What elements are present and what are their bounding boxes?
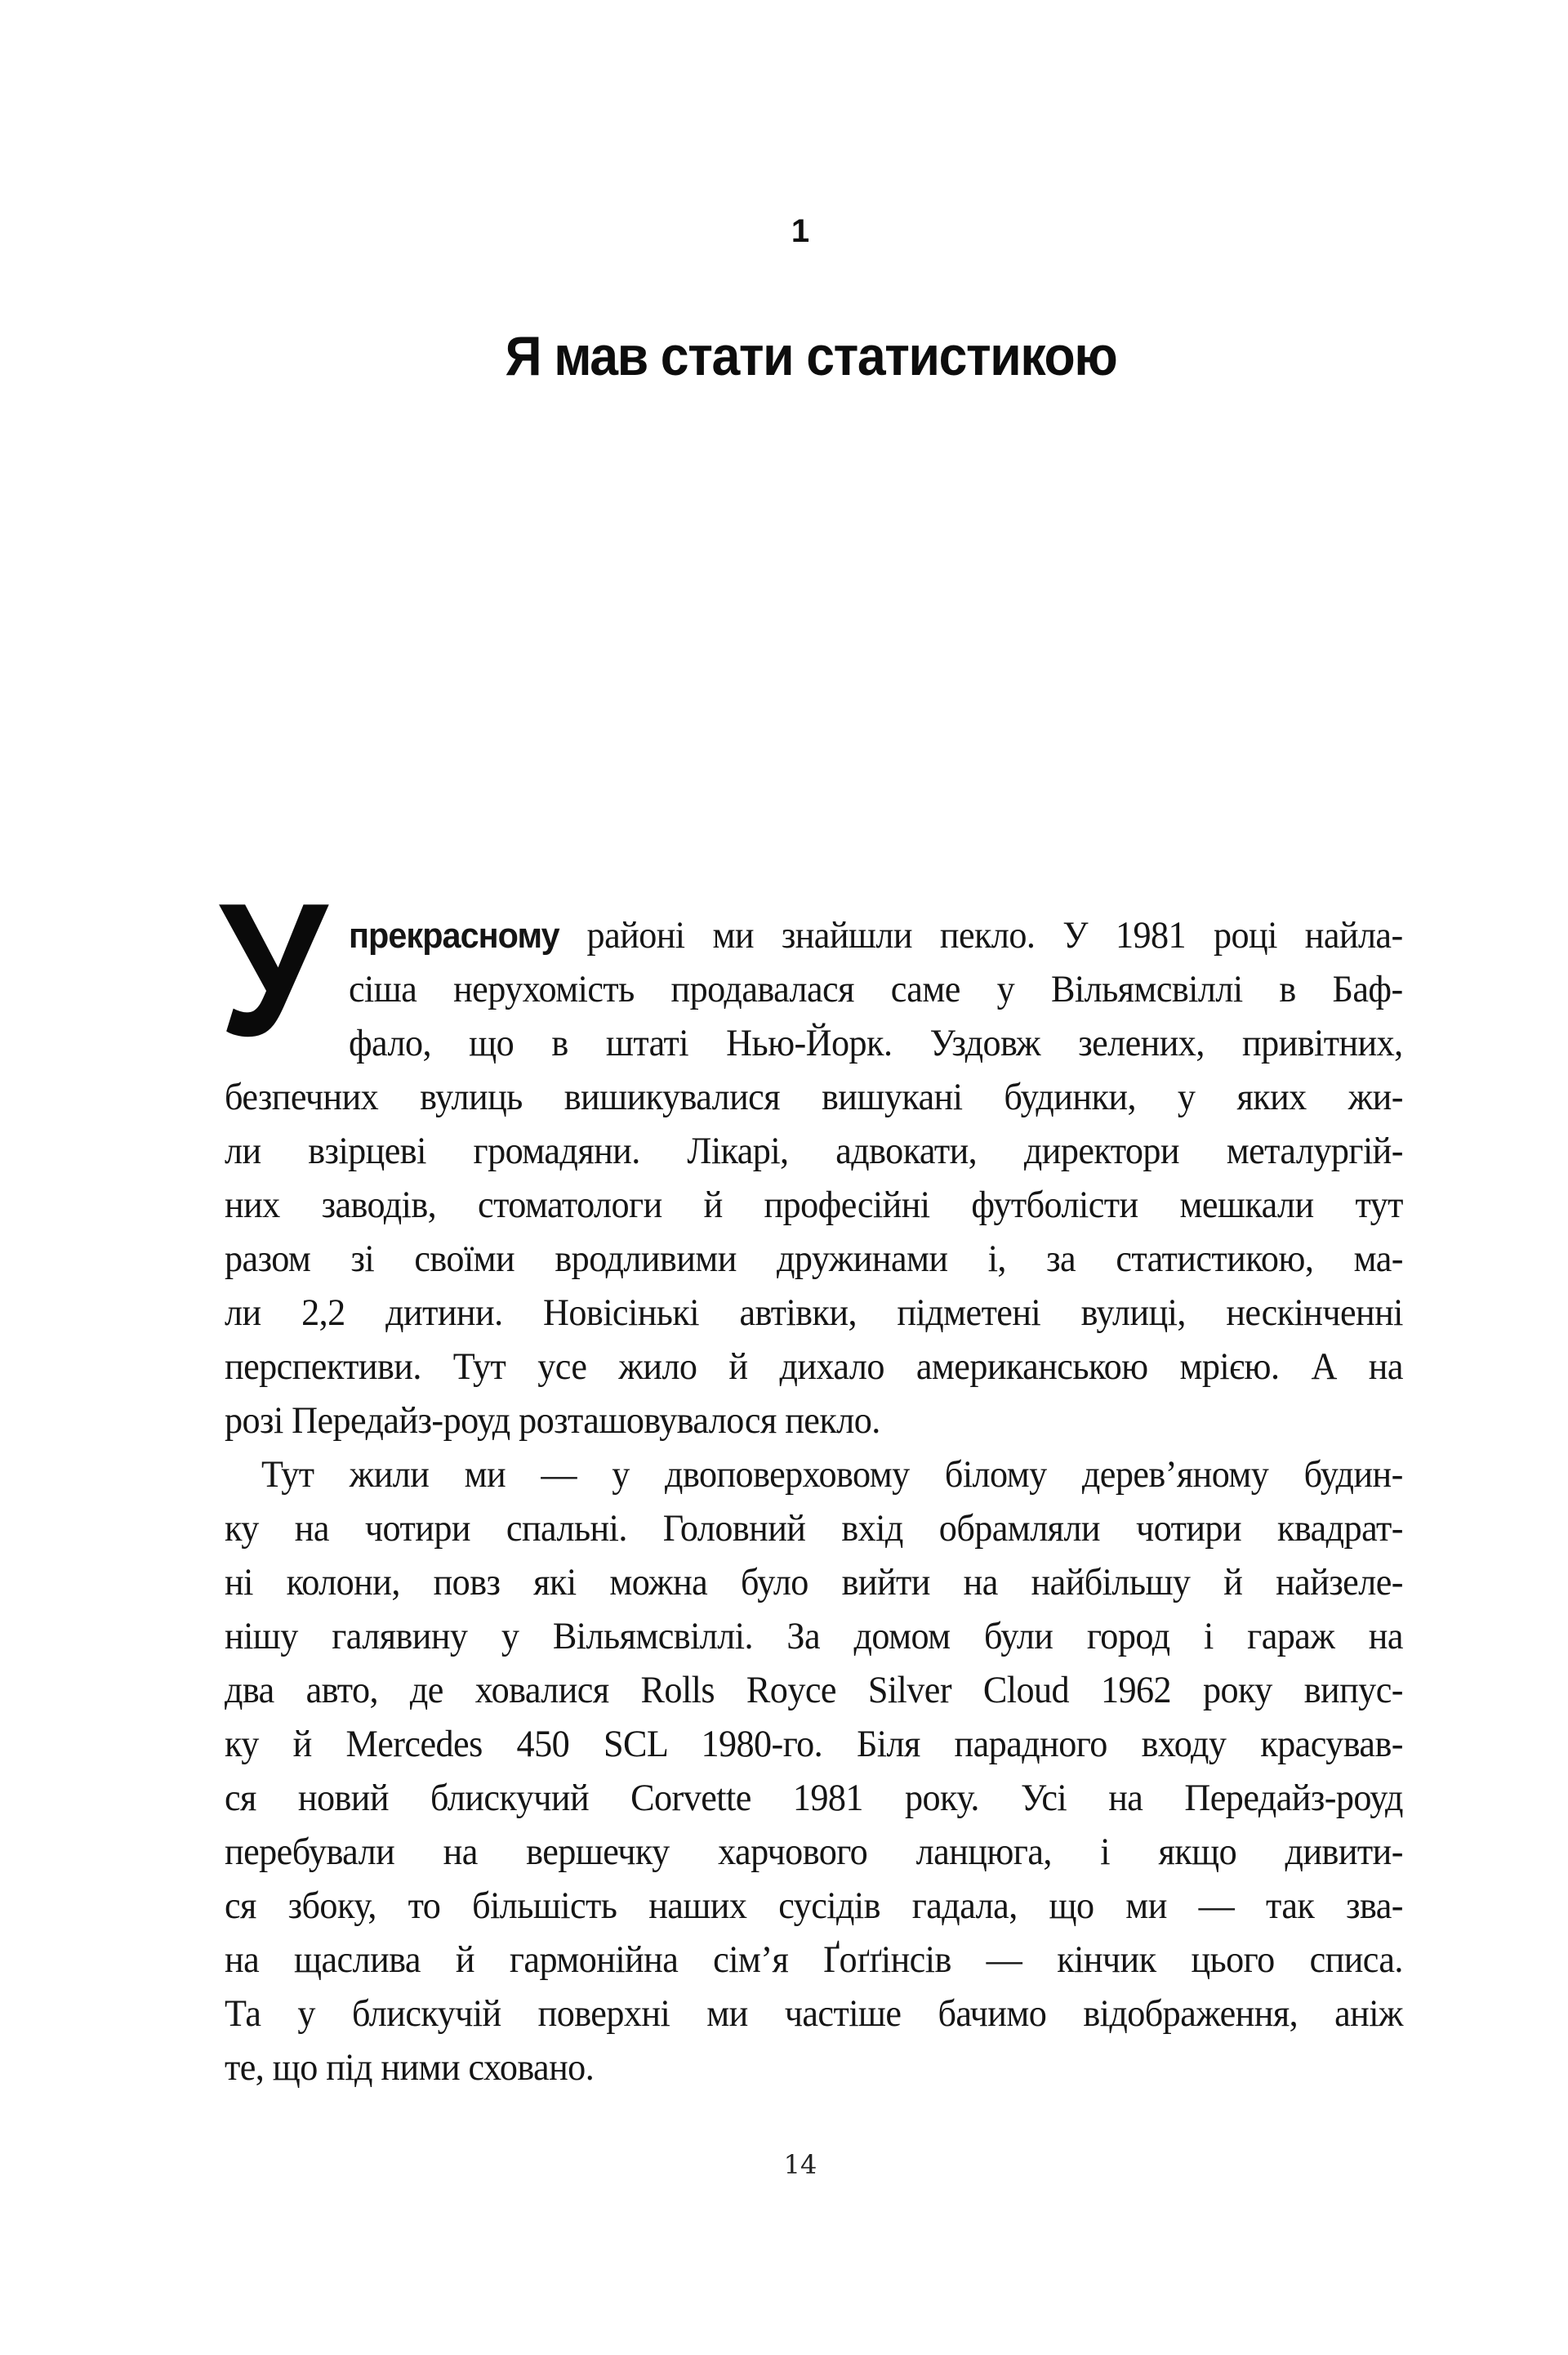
- text-line: ся збоку, то більшість наших сусідів гадала, що ми — так зва-: [225, 1884, 1403, 1927]
- text-line: ку на чотири спальні. Головний вхід обрамляли чотири квадрат-: [225, 1507, 1403, 1550]
- text-line: ли 2,2 дитини. Новісінькі автівки, підметені вулиці, нескінченні: [225, 1291, 1403, 1334]
- text-line: безпечних вулиць вишикувалися вишукані будинки, у яких жи-: [225, 1076, 1403, 1118]
- text-line: ні колони, повз які можна було вийти на найбільшу й найзеле-: [225, 1561, 1403, 1603]
- text-line: два авто, де ховалися Rolls Royce Silver Cloud 1962 року випус-: [225, 1669, 1403, 1711]
- text-line: ся новий блискучий Corvette 1981 року. Усі на Передайз-роуд: [225, 1777, 1403, 1819]
- text-line: сіша нерухомість продавалася саме у Вільямсвіллі в Баф-: [349, 968, 1403, 1010]
- drop-cap: У: [219, 864, 327, 1076]
- text-line: на щаслива й гармонійна сім’я Ґоґґінсів — кінчик цього списа.: [225, 1938, 1403, 1981]
- page-number: 14: [783, 2149, 817, 2180]
- text-line: розі Передайз-роуд розташовувалося пекло.: [225, 1399, 880, 1442]
- text-line: разом зі своїми вродливими дружинами і, за статистикою, ма-: [225, 1238, 1403, 1280]
- text-line: фало, що в штаті Нью-Йорк. Уздовж зелених, привітних,: [349, 1022, 1403, 1064]
- lead-bold-word: прекрасному: [349, 916, 559, 956]
- text-line: ли взірцеві громадяни. Лікарі, адвокати, директори металургій-: [225, 1130, 1403, 1172]
- text-line: них заводів, стоматологи й професійні футболісти мешкали тут: [225, 1184, 1403, 1226]
- text-line: перебували на вершечку харчового ланцюга, і якщо дивити-: [225, 1831, 1403, 1873]
- text-line: перспективи. Тут усе жило й дихало американською мрією. А на: [225, 1345, 1403, 1388]
- chapter-title: Я мав стати статистикою: [505, 325, 1117, 387]
- text-line: ку й Mercedes 450 SCL 1980-го. Біля парадного входу красував-: [225, 1723, 1403, 1765]
- chapter-number: 1: [791, 213, 810, 249]
- text-line: нішу галявину у Вільямсвіллі. За домом були город і гараж на: [225, 1615, 1403, 1657]
- text-line: Та у блискучій поверхні ми частіше бачимо відображення, аніж: [225, 1992, 1403, 2035]
- text-line: те, що під ними сховано.: [225, 2046, 595, 2089]
- text-line: прекрасному районі ми знайшли пекло. У 1981 році найла-: [349, 914, 1403, 957]
- text-line: Тут жили ми — у двоповерховому білому дерев’яному будин-: [261, 1453, 1403, 1496]
